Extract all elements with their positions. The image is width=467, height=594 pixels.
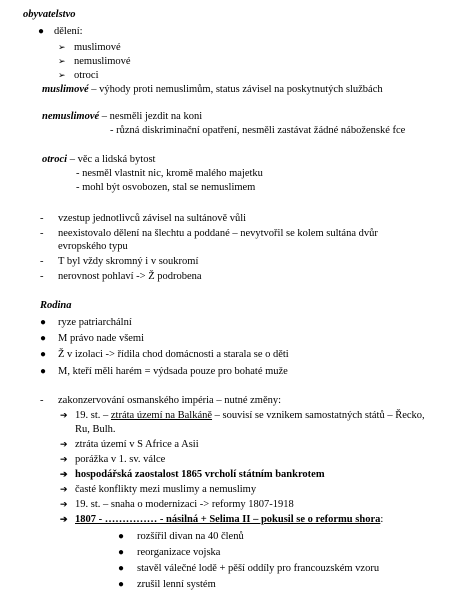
- zmeny-item7-b: :: [380, 514, 384, 525]
- dash-item: vzestup jednotlivců závisel na sultánově vůli: [58, 213, 247, 224]
- arrow-bullet-icon: ➔: [60, 439, 68, 449]
- nemuslimove-desc-2: - různá diskriminační opatření, nesměli zastávat žádné náboženské fce: [110, 125, 406, 136]
- reform-item: zrušil lenní systém: [137, 579, 216, 590]
- dash-marker: -: [40, 213, 44, 224]
- arrow-bullet-icon: ➔: [60, 469, 68, 479]
- group-item: otroci: [74, 70, 99, 81]
- zmeny-item1-b: ztráta území na Balkáně: [110, 410, 213, 421]
- reform-item: stavěl válečné lodě + pěší oddíly pro francouzském vzoru: [137, 563, 380, 574]
- zmeny-item: ztráta území v S Africe a Asii: [75, 439, 199, 450]
- bullet-icon: ●: [118, 563, 125, 574]
- rodina-item: Ž v izolaci -> řídila chod domácnosti a starala se o děti: [58, 349, 289, 360]
- otroci-term: otroci: [42, 154, 68, 165]
- otroci-desc-3: - mohl být osvobozen, stal se nemuslimem: [76, 182, 256, 193]
- arrow-bullet-icon: ➢: [58, 42, 66, 52]
- zmeny-item-bold: hospodářská zaostalost 1865 vrcholí státním bankrotem: [75, 469, 325, 480]
- bullet-icon: ●: [118, 531, 125, 542]
- zmeny-item: 19. st. – snaha o modernizaci -> reformy 1807-1918: [75, 499, 294, 510]
- arrow-bullet-icon: ➔: [60, 514, 68, 524]
- zmeny-item1-c: – souvisí se vznikem samostatných států – Řecko,: [212, 410, 425, 421]
- dash-item: neexistovalo dělení na šlechtu a poddané – nevytvořil se kolem sultána dvůr: [58, 228, 378, 239]
- dash-marker: -: [40, 256, 44, 267]
- bullet-icon: ●: [40, 333, 47, 344]
- reform-item: rozšířil divan na 40 členů: [137, 531, 244, 542]
- dash-item-continuation: evropského typu: [58, 241, 128, 252]
- zmeny-item-1807: [75, 513, 383, 526]
- nemuslimove-term: nemuslimové: [42, 111, 100, 122]
- dash-item: nerovnost pohlaví -> Ž podrobena: [58, 271, 202, 282]
- zmeny-item: porážka v 1. sv. válce: [75, 454, 166, 465]
- muslimove-term: muslimové: [42, 84, 89, 95]
- zmeny-item: časté konflikty mezi muslimy a nemuslimy: [75, 484, 257, 495]
- group-item: nemuslimové: [74, 56, 131, 67]
- bullet-icon: ●: [38, 26, 45, 37]
- dash-marker: -: [40, 271, 44, 282]
- section-heading-rodina: Rodina: [40, 300, 72, 311]
- otroci-desc-2: - nesměl vlastnit nic, kromě malého majetku: [76, 168, 263, 179]
- zmeny-item7-a: 1807 - …………… - násilná + Selima II – pokusil se o reformu shora: [75, 514, 381, 525]
- muslimove-desc: – výhody proti nemuslimům, status závisel na poskytnutých službách: [88, 84, 383, 95]
- arrow-bullet-icon: ➢: [58, 70, 66, 80]
- bullet-icon: ●: [40, 366, 47, 377]
- bullet-icon: ●: [118, 547, 125, 558]
- zmeny-item1-a: 19. st. –: [75, 410, 111, 421]
- otroci-desc: – věc a lidská bytost: [67, 154, 156, 165]
- bullet-icon: ●: [118, 579, 125, 590]
- zmeny-item1-continuation: Ru, Bulh.: [75, 424, 116, 435]
- deleni-label: dělení:: [54, 26, 83, 37]
- section-heading-obyvatelstvo: obyvatelstvo: [23, 9, 76, 20]
- nemuslimove-line: [42, 110, 202, 123]
- rodina-item: M právo nade všemi: [58, 333, 145, 344]
- arrow-bullet-icon: ➔: [60, 484, 68, 494]
- bullet-icon: ●: [40, 317, 47, 328]
- nemuslimove-desc: – nesměli jezdit na koni: [99, 111, 203, 122]
- bullet-icon: ●: [40, 349, 47, 360]
- group-item: muslimové: [74, 42, 121, 53]
- dash-marker: -: [40, 228, 44, 239]
- arrow-bullet-icon: ➔: [60, 499, 68, 509]
- rodina-item: M, kteří měli harém = výdsada pouze pro bohaté muže: [58, 366, 288, 377]
- zmeny-item-balkan: [75, 409, 425, 422]
- reform-item: reorganizace vojska: [137, 547, 221, 558]
- rodina-item: ryze patriarchální: [58, 317, 132, 328]
- arrow-bullet-icon: ➔: [60, 454, 68, 464]
- arrow-bullet-icon: ➢: [58, 56, 66, 66]
- otroci-line: [42, 153, 155, 166]
- dash-marker: -: [40, 395, 44, 406]
- arrow-bullet-icon: ➔: [60, 410, 68, 420]
- dash-item: T byl vždy skromný i v soukromí: [58, 256, 199, 267]
- muslimove-line: [42, 83, 383, 96]
- zmeny-intro: zakonzervování osmanského impéria – nutné změny:: [58, 395, 282, 406]
